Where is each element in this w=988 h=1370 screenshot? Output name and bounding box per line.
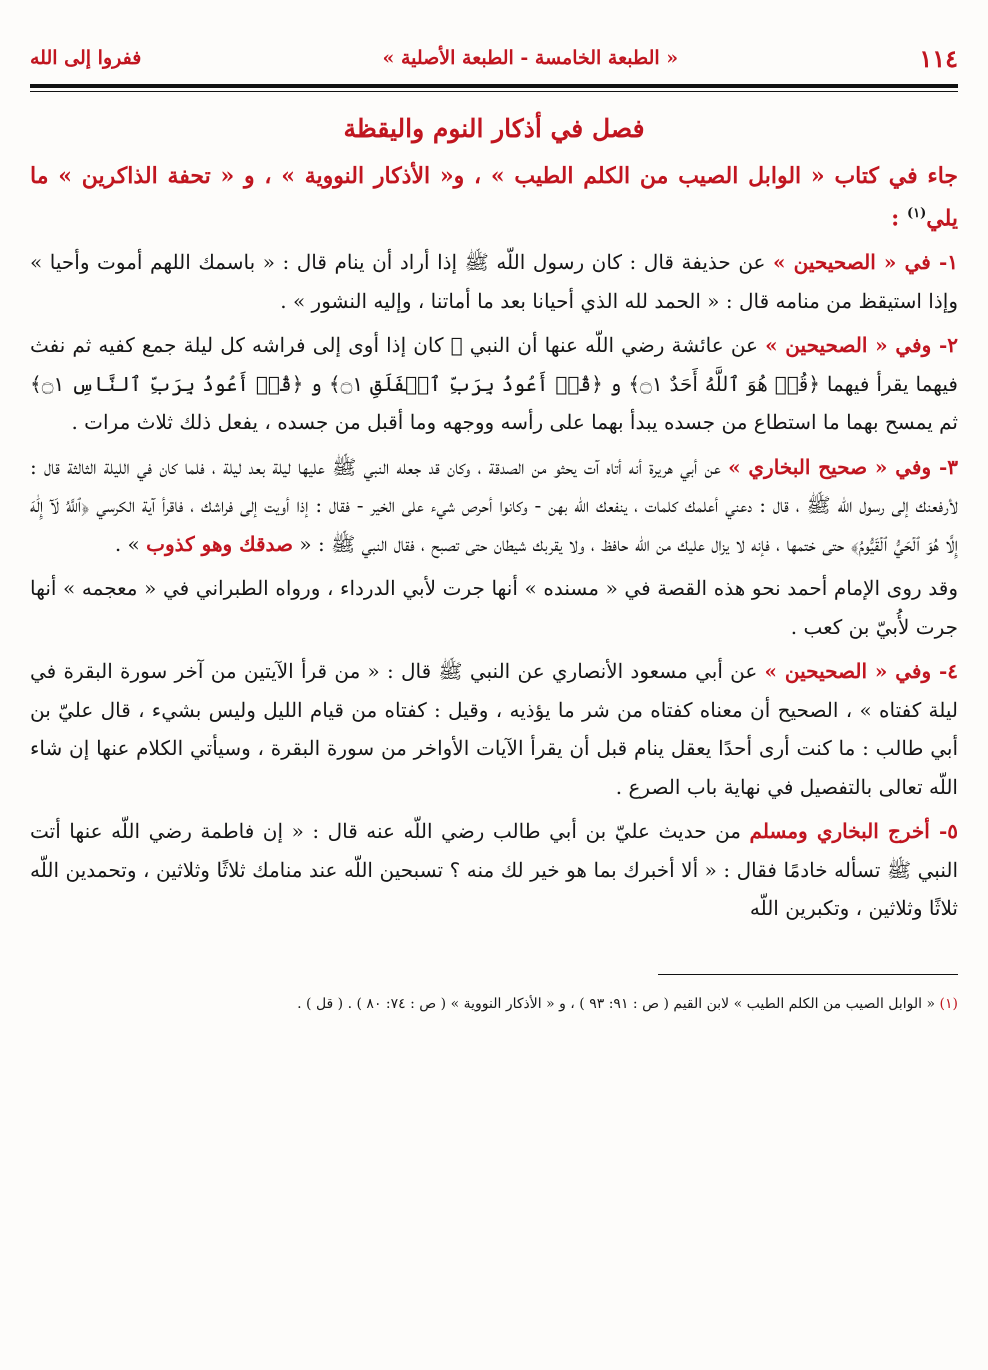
- item-4-body: عن أبي مسعود الأنصاري عن النبي ﷺ قال : « من قرأ الآيتين من آخر سورة البقرة في ليلة كفتاه » ، الصحيح أن معناه كفتاه من شر ما يؤذيه ، وقيل : كفتاه من قيام الليل وليس بشيء ، قال عليّ بن أبي طالب : ما كنت أرى أحدًا يعقل ينام قبل أن يقرأ الآيات الأواخر من سورة البقرة ، وسيأتي الكلام عنها إن شاء اللّه تعالى بالتفصيل في نهاية باب الصرع .: [30, 659, 958, 799]
- footnote-number: (١): [939, 995, 958, 1012]
- footnote-rule: [658, 974, 958, 975]
- intro-paragraph: [30, 157, 958, 237]
- item-2-body: عن عائشة رضي اللّه عنها أن النبي ﷺ كان إذا أوى إلى فراشه كل ليلة جمع كفيه ثم نفث فيهما يقرأ فيهما ﴿قُلۡ هُوَ ٱللَّهُ أَحَدٌ ۝١﴾ و ﴿قُلۡ أَعُوذُ بِرَبِّ ٱلۡفَلَقِ ۝١﴾ و ﴿قُلۡ أَعُوذُ بِرَبِّ ٱلنَّاسِ ۝١﴾ ثم يمسح بهما ما استطاع من جسده يبدأ بهما على رأسه ووجهه وما أقبل من جسده ، يفعل ذلك ثلاث مرات .: [30, 333, 958, 435]
- section-title: فصل في أذكار النوم واليقظة: [343, 114, 645, 143]
- item-3-lead: ٣- وفي « صحيح البخاري »: [728, 454, 958, 479]
- item-1-lead: ١- في « الصحيحين »: [773, 250, 958, 275]
- page-number: ١١٤: [919, 43, 958, 73]
- header-rule-thin: [30, 91, 958, 92]
- item-5-body: من حديث عليّ بن أبي طالب رضي اللّه عنه قال : « إن فاطمة رضي اللّه عنها أتت النبي ﷺ تسأله خادمًا فقال : « ألا أخبرك بما هو خير لك منه ؟ تسبحين اللّه عند منامك ثلاثًا وثلاثين ، وتحمدين اللّه ثلاثًا وثلاثين ، وتكبرين اللّه: [30, 819, 958, 921]
- footnote: [30, 993, 958, 1015]
- item-4: [30, 652, 958, 806]
- item-1: [30, 243, 958, 320]
- edition-label: « الطبعة الخامسة - الطبعة الأصلية »: [382, 47, 679, 69]
- item-3: [30, 448, 958, 564]
- item-4-lead: ٤- وفي « الصحيحين »: [764, 659, 958, 684]
- item-3-tail: » .: [114, 531, 147, 556]
- book-page: [30, 38, 958, 1015]
- book-title: ففروا إلى الله: [30, 47, 142, 69]
- item-2: [30, 326, 958, 442]
- page-header: [30, 38, 958, 78]
- item-3-note: [30, 569, 958, 646]
- item-5-lead: ٥- أخرج البخاري ومسلم: [749, 819, 958, 844]
- intro-end: :: [891, 205, 907, 232]
- item-3-quote: صدقك وهو كذوب: [146, 531, 294, 556]
- item-3-body: عن أبي هريرة أنه أتاه آت يحثو من الصدقة ، وكان قد جعله النبي ﷺ عليها ليلة بعد ليلة ، فلما كان في الليلة الثالثة قال : لأرفعنك إلى رسول اللّه ﷺ ، قال : دعني أعلمك كلمات ، ينفعك اللّه بهن - وكانوا أحرص شيء على الخير - فقال : إذا أويت إلى فراشك ، فاقرأ آية الكرسي ﴿ٱللَّهُ لَآ إِلَٰهَ إِلَّا هُوَ ٱلۡحَيُّ ٱلۡقَيُّومُ﴾ حتى ختمها ، فإنه لا يزال عليك من اللّه حافظ ، ولا يقربك شيطان حتى تصبح ، فقال النبي ﷺ : «: [30, 454, 958, 556]
- footnote-text: « الوابل الصيب من الكلم الطيب » لابن القيم ( ص : ٩١: ٩٣ ) ، و « الأذكار النووية » ( ص : ٧٤: ٨٠ ) . ( قل ) .: [297, 995, 940, 1012]
- intro-text: جاء في كتاب « الوابل الصيب من الكلم الطيب » ، و« الأذكار النووية » ، و « تحفة الذاكرين » ما يلي: [30, 163, 958, 232]
- item-1-body: عن حذيفة قال : كان رسول اللّه ﷺ إذا أراد أن ينام قال : « باسمك اللهم أموت وأحيا » وإذا استيقظ من منامه قال : « الحمد لله الذي أحيانا بعد ما أماتنا ، وإليه النشور » .: [30, 250, 958, 313]
- item-2-lead: ٢- وفي « الصحيحين »: [765, 333, 959, 358]
- header-rule-thick: [30, 84, 958, 88]
- footnote-ref: (١): [906, 206, 927, 221]
- item-3-note-body: وقد روى الإمام أحمد نحو هذه القصة في « مسنده » أنها جرت لأبي الدرداء ، ورواه الطبراني في « معجمه » أنها جرت لأُبيّ بن كعب .: [30, 576, 958, 639]
- item-5: [30, 812, 958, 928]
